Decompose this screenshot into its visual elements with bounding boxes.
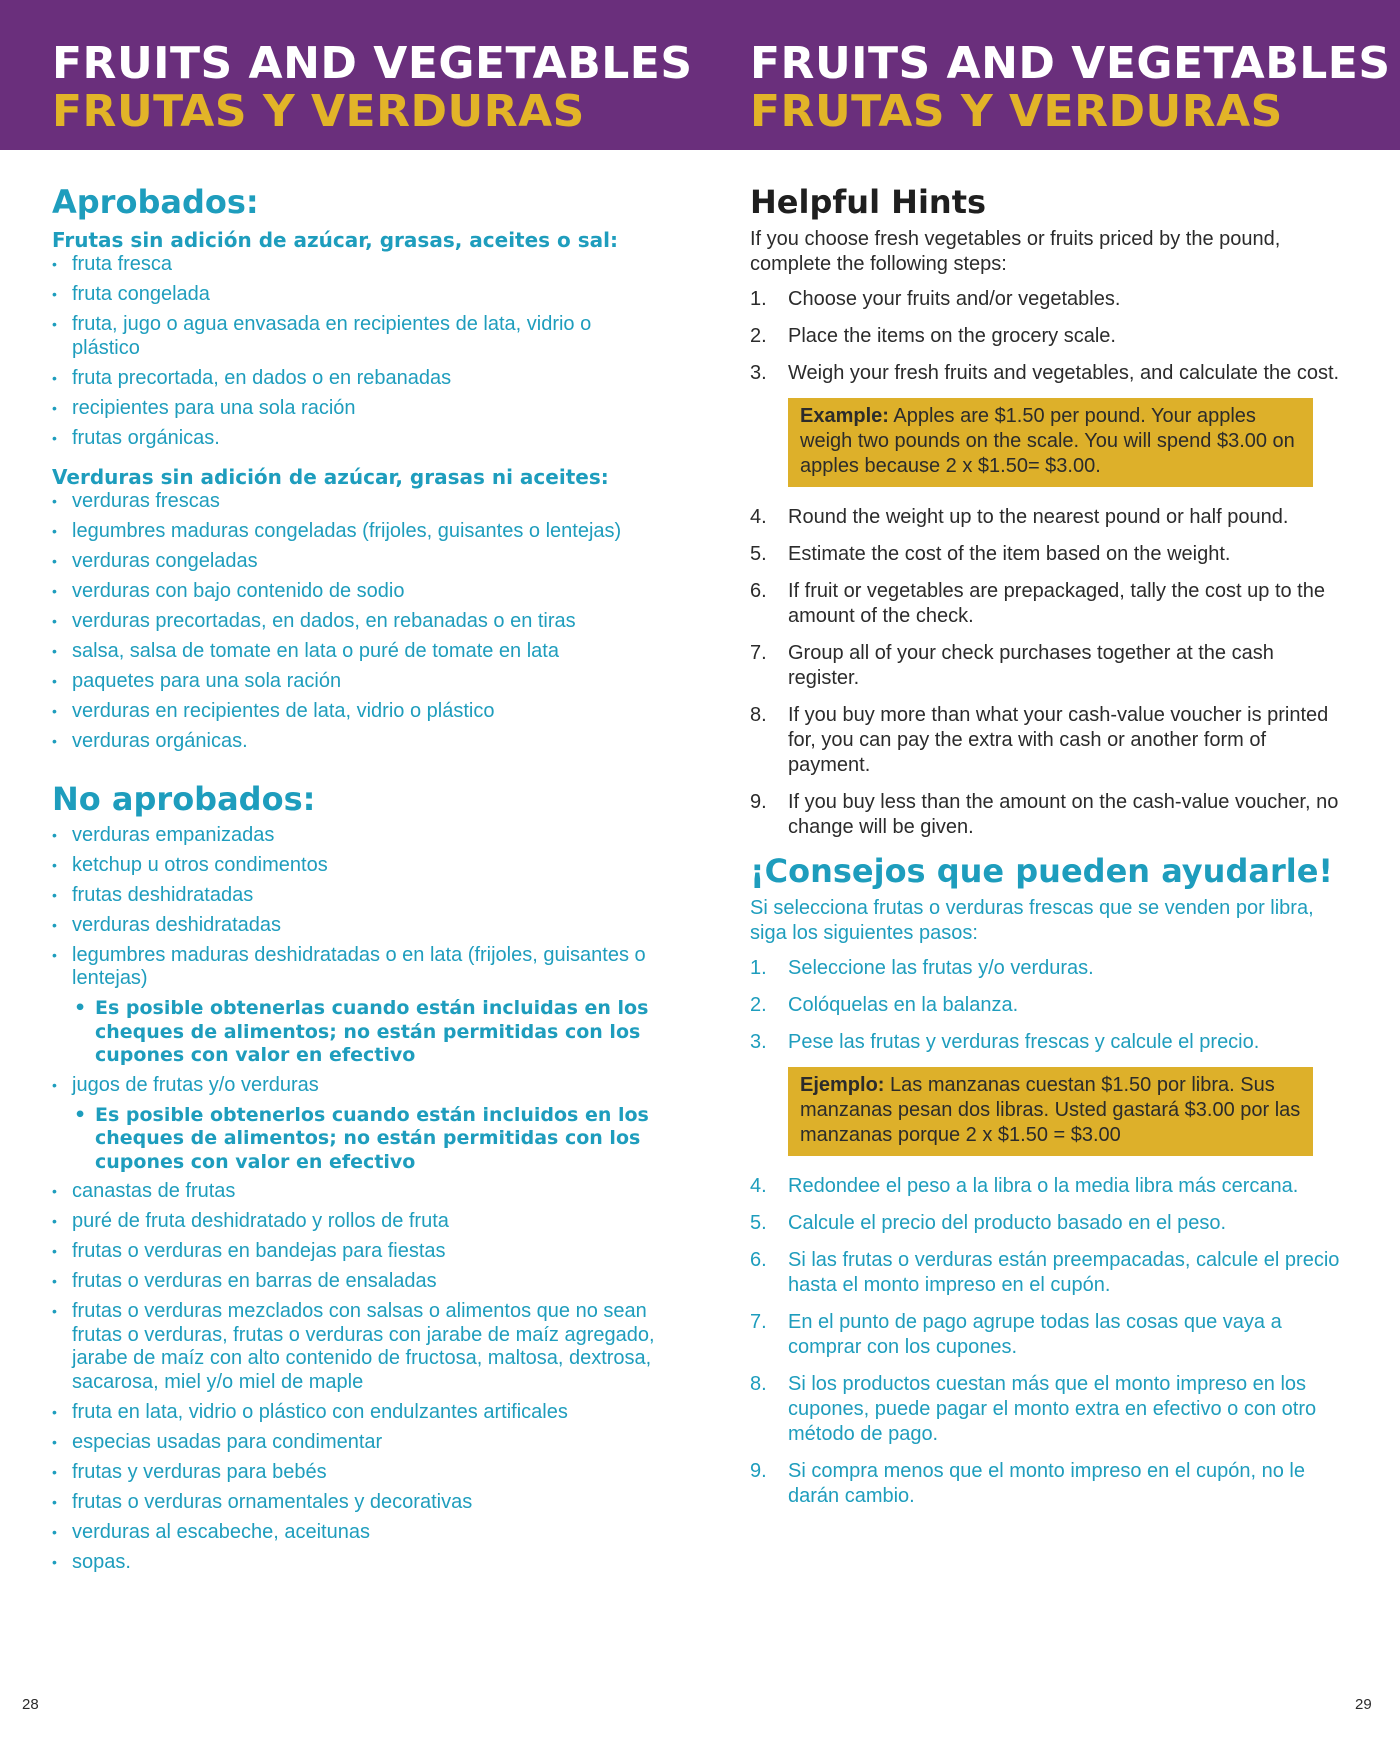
list-item: • paquetes para una sola ración xyxy=(52,670,662,694)
consejos-title: ¡Consejos que pueden ayudarle! xyxy=(750,852,1333,890)
step-text: Choose your fruits and/or vegetables. xyxy=(788,288,1121,310)
list-item: • frutas y verduras para bebés xyxy=(52,1461,662,1485)
list-item: • legumbres maduras deshidratadas o en lata (frijoles, guisantes o lentejas) xyxy=(52,944,662,991)
not-approved-list xyxy=(52,1074,662,1098)
step-item xyxy=(750,1030,1350,1055)
steps-list xyxy=(750,505,1350,840)
step-number: 4. xyxy=(750,506,767,528)
list-item: • legumbres maduras congeladas (frijoles, guisantes o lentejas) xyxy=(52,520,662,544)
step-text: Redondee el peso a la libra o la media libra más cercana. xyxy=(788,1175,1299,1197)
example-box xyxy=(788,398,1313,487)
list-item: • fruta en lata, vidrio o plástico con endulzantes artificales xyxy=(52,1401,662,1425)
list-item: • verduras congeladas xyxy=(52,550,662,574)
header-title-es: FRUTAS Y VERDURAS xyxy=(52,86,585,137)
step-text: Weigh your fresh fruits and vegetables, and calculate the cost. xyxy=(788,362,1340,384)
step-item xyxy=(750,956,1350,981)
step-number: 5. xyxy=(750,543,767,565)
pasos-list xyxy=(750,956,1350,1055)
list-item: • verduras en recipientes de lata, vidrio o plástico xyxy=(52,700,662,724)
list-item: • puré de fruta deshidratado y rollos de fruta xyxy=(52,1210,662,1234)
step-item xyxy=(750,542,1350,567)
step-item xyxy=(750,1459,1350,1509)
list-item: • fruta, jugo o agua envasada en recipientes de lata, vidrio o plástico xyxy=(52,313,662,360)
step-text: Si los productos cuestan más que el monto impreso en los cupones, puede pagar el monto extra en efectivo o con otro método de pago. xyxy=(788,1373,1317,1445)
header-left xyxy=(52,40,693,136)
list-item: • fruta precortada, en dados o en rebanadas xyxy=(52,367,662,391)
checks-note: • Es posible obtenerlas cuando están incluidas en los cheques de alimentos; no están permitidas con los cupones con valor en efectivo xyxy=(52,997,662,1068)
ejemplo-text: Las manzanas cuestan $1.50 por libra. Sus manzanas pesan dos libras. Usted gastará $3.00 por las manzanas porque 2 x $1.50 = $3.00 xyxy=(800,1074,1301,1146)
step-number: 3. xyxy=(750,362,767,384)
steps-list xyxy=(750,287,1350,386)
list-item: • jugos de frutas y/o verduras xyxy=(52,1074,662,1098)
step-text: Calcule el precio del producto basado en el peso. xyxy=(788,1212,1227,1234)
list-item: • frutas o verduras ornamentales y decorativas xyxy=(52,1491,662,1515)
step-text: En el punto de pago agrupe todas las cosas que vaya a comprar con los cupones. xyxy=(788,1311,1282,1358)
step-text: If you buy more than what your cash-value voucher is printed for, you can pay the extra with cash or another form of payment. xyxy=(788,704,1329,776)
step-text: Seleccione las frutas y/o verduras. xyxy=(788,957,1094,979)
step-number: 8. xyxy=(750,1373,767,1395)
step-number: 9. xyxy=(750,1460,767,1482)
list-item: • verduras frescas xyxy=(52,490,662,514)
list-item: • verduras con bajo contenido de sodio xyxy=(52,580,662,604)
list-item: • fruta congelada xyxy=(52,283,662,307)
step-text: Si compra menos que el monto impreso en el cupón, no le darán cambio. xyxy=(788,1460,1305,1507)
fruits-list xyxy=(52,253,662,450)
list-item: • sopas. xyxy=(52,1551,662,1575)
list-item: • especias usadas para condimentar xyxy=(52,1431,662,1455)
list-item: • verduras deshidratadas xyxy=(52,914,662,938)
step-item xyxy=(750,1310,1350,1360)
page-number: 29 xyxy=(1355,1696,1372,1713)
step-text: Si las frutas o verduras están preempacadas, calcule el precio hasta el monto impreso en el cupón. xyxy=(788,1249,1340,1296)
not-approved-title: No aprobados: xyxy=(52,779,316,818)
step-number: 6. xyxy=(750,1249,767,1271)
list-item: • verduras empanizadas xyxy=(52,824,662,848)
step-number: 2. xyxy=(750,994,767,1016)
page-number: 28 xyxy=(22,1696,39,1713)
step-text: Pese las frutas y verduras frescas y calcule el precio. xyxy=(788,1031,1260,1053)
not-approved-list xyxy=(52,824,662,991)
step-number: 3. xyxy=(750,1031,767,1053)
list-item: • frutas deshidratadas xyxy=(52,884,662,908)
step-text: If fruit or vegetables are prepackaged, tally the cost up to the amount of the check. xyxy=(788,580,1325,627)
step-item xyxy=(750,287,1350,312)
step-number: 7. xyxy=(750,1311,767,1333)
hints-intro: If you choose fresh vegetables or fruits priced by the pound, complete the following steps: xyxy=(750,228,1281,275)
step-item xyxy=(750,579,1350,629)
fruits-heading: Frutas sin adición de azúcar, grasas, aceites o sal: xyxy=(52,228,619,252)
list-item: • salsa, salsa de tomate en lata o puré de tomate en lata xyxy=(52,640,662,664)
list-item: • verduras orgánicas. xyxy=(52,730,662,754)
step-item xyxy=(750,1211,1350,1236)
step-text: Group all of your check purchases together at the cash register. xyxy=(788,642,1274,689)
right-column xyxy=(750,183,1350,1521)
step-number: 2. xyxy=(750,325,767,347)
step-item xyxy=(750,703,1350,778)
vegetables-heading: Verduras sin adición de azúcar, grasas ni aceites: xyxy=(52,465,609,489)
list-item: • frutas o verduras en bandejas para fiestas xyxy=(52,1240,662,1264)
checks-note: • Es posible obtenerlos cuando están incluidos en los cheques de alimentos; no están permitidas con los cupones con valor en efectivo xyxy=(52,1104,662,1175)
step-text: If you buy less than the amount on the cash-value voucher, no change will be given. xyxy=(788,791,1339,838)
step-item xyxy=(750,505,1350,530)
helpful-hints-title: Helpful Hints xyxy=(750,183,987,221)
step-number: 1. xyxy=(750,957,767,979)
step-number: 1. xyxy=(750,288,767,310)
header-title-en: FRUITS AND VEGETABLES xyxy=(52,38,693,89)
step-text: Colóquelas en la balanza. xyxy=(788,994,1019,1016)
step-number: 9. xyxy=(750,791,767,813)
list-item: • verduras al escabeche, aceitunas xyxy=(52,1521,662,1545)
header-title-es: FRUTAS Y VERDURAS xyxy=(750,86,1283,137)
step-number: 5. xyxy=(750,1212,767,1234)
step-item xyxy=(750,324,1350,349)
step-item xyxy=(750,1174,1350,1199)
list-item: • canastas de frutas xyxy=(52,1180,662,1204)
step-item xyxy=(750,993,1350,1018)
ejemplo-label: Ejemplo: xyxy=(800,1074,885,1096)
step-text: Estimate the cost of the item based on the weight. xyxy=(788,543,1231,565)
pasos-list xyxy=(750,1174,1350,1509)
list-item: • recipientes para una sola ración xyxy=(52,397,662,421)
page-header xyxy=(0,0,1400,150)
step-number: 7. xyxy=(750,642,767,664)
example-label: Example: xyxy=(800,405,889,427)
step-item xyxy=(750,1248,1350,1298)
step-item xyxy=(750,1372,1350,1447)
approved-title: Aprobados: xyxy=(52,183,259,221)
header-right xyxy=(750,40,1391,136)
step-text: Place the items on the grocery scale. xyxy=(788,325,1116,347)
ejemplo-box xyxy=(788,1067,1313,1156)
vegetables-list xyxy=(52,490,662,754)
step-number: 4. xyxy=(750,1175,767,1197)
step-item xyxy=(750,361,1350,386)
list-item: • frutas orgánicas. xyxy=(52,427,662,451)
consejos-intro: Si selecciona frutas o verduras frescas que se venden por libra, siga los siguientes pasos: xyxy=(750,897,1314,944)
not-approved-list xyxy=(52,1180,662,1574)
step-item xyxy=(750,641,1350,691)
step-item xyxy=(750,790,1350,840)
header-title-en: FRUITS AND VEGETABLES xyxy=(750,38,1391,89)
list-item: • verduras precortadas, en dados, en rebanadas o en tiras xyxy=(52,610,662,634)
step-number: 8. xyxy=(750,704,767,726)
step-text: Round the weight up to the nearest pound or half pound. xyxy=(788,506,1289,528)
left-column xyxy=(52,183,662,1588)
example-text: Apples are $1.50 per pound. Your apples weigh two pounds on the scale. You will spend $3.00 on apples because 2 x $1.50= $3.00. xyxy=(800,405,1295,477)
list-item: • ketchup u otros condimentos xyxy=(52,854,662,878)
list-item: • frutas o verduras mezclados con salsas o alimentos que no sean frutas o verduras, frutas o verduras con jarabe de maíz agregado, jarabe de maíz con alto contenido de fructosa, maltosa, dextrosa, sacarosa, miel y/o miel de maple xyxy=(52,1300,662,1394)
list-item: • fruta fresca xyxy=(52,253,662,277)
step-number: 6. xyxy=(750,580,767,602)
list-item: • frutas o verduras en barras de ensaladas xyxy=(52,1270,662,1294)
